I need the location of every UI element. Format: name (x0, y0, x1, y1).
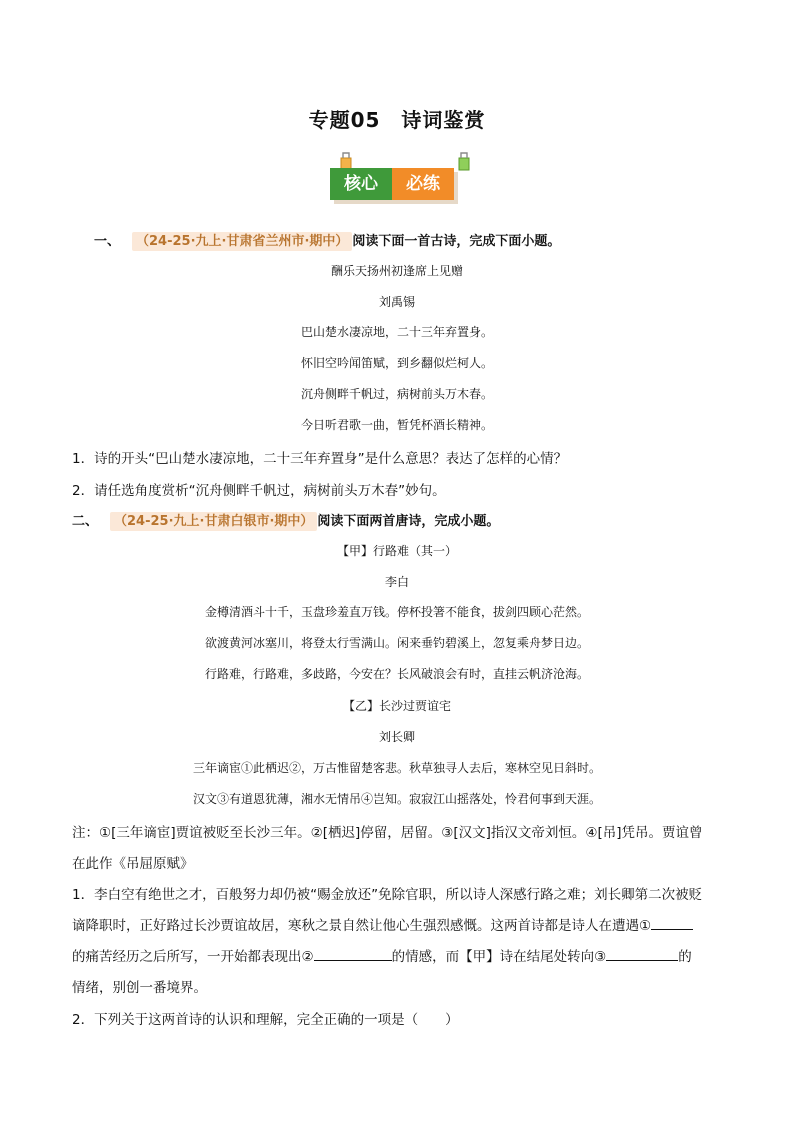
poem-author: 刘长卿 (378, 730, 415, 744)
poem-line: 三年谪宦①此栖迟②，万古惟留楚客悲。秋草独寻人去后，寒林空见日斜时。 (192, 761, 601, 775)
annotation-note: 在此作《吊屈原赋》 (72, 856, 194, 872)
sub-question: 2．请任选角度赏析“沉舟侧畔千帆过，病树前头万木春”妙句。 (72, 483, 446, 499)
question-1-header (94, 230, 560, 249)
sub-question-text: 的 (678, 949, 692, 965)
sub-question-text: 的情感，而【甲】诗在结尾处转向③ (391, 949, 607, 965)
sub-question: 1．诗的开头“巴山楚水凄凉地，二十三年弃置身”是什么意思？表达了怎样的心情？ (72, 451, 568, 467)
question-source-tag: （24-25·九上·甘肃白银市·期中） (110, 512, 317, 531)
poem-line: 欲渡黄河冰塞川，将登太行雪满山。闲来垂钓碧溪上，忽复乘舟梦日边。 (204, 636, 589, 650)
sub-question-text: 谪降职时，正好路过长沙贾谊故居，寒秋之景自然让他心生强烈感慨。这两首诗都是诗人在遭遇① (72, 918, 652, 934)
question-number: 二、 (72, 514, 99, 529)
sub-question-text: 的痛苦经历之后所写，一开始都表现出② (72, 949, 314, 965)
sub-question: 情绪，别创一番境界。 (72, 980, 207, 996)
poem-title: 【乙】长沙过贾谊宅 (342, 699, 451, 713)
poem-line: 怀旧空吟闻笛赋，到乡翻似烂柯人。 (300, 356, 493, 370)
poem-line: 巴山楚水凄凉地，二十三年弃置身。 (300, 325, 493, 339)
annotation-note: 注：①[三年谪宦]贾谊被贬至长沙三年。②[栖迟]停留，居留。③[汉文]指汉文帝刘恒。④[吊]凭吊。贾谊曾 (72, 825, 703, 841)
answer-blank[interactable] (314, 946, 392, 961)
sub-question: 1．李白空有绝世之才，百般努力却仍被“赐金放还”免除官职，所以诗人深感行路之难；刘长卿第二次被贬 (72, 887, 703, 903)
poem-line: 金樽清酒斗十千，玉盘珍羞直万钱。停杯投箸不能食，拔剑四顾心茫然。 (204, 605, 589, 619)
poem-line: 行路难，行路难，多歧路，今安在？长风破浪会有时，直挂云帆济沧海。 (204, 667, 589, 681)
poem-line: 汉文③有道恩犹薄，湘水无情吊④岂知。寂寂江山摇落处，怜君何事到天涯。 (192, 792, 601, 806)
sub-question-line (72, 945, 692, 965)
question-instruction: 阅读下面一首古诗，完成下面小题。 (352, 234, 561, 249)
answer-blank[interactable] (651, 915, 693, 930)
badge-core-label: 核心 (330, 168, 392, 200)
question-source-tag: （24-25·九上·甘肃省兰州市·期中） (132, 232, 352, 251)
sub-question: 2．下列关于这两首诗的认识和理解，完全正确的一项是（ ） (72, 1012, 459, 1028)
sub-question-line (72, 914, 693, 934)
badge-practice-label: 必练 (392, 168, 454, 200)
answer-blank[interactable] (606, 946, 678, 961)
clip-icon (456, 152, 472, 172)
core-practice-badge (330, 150, 454, 204)
poem-line: 今日听君歌一曲，暂凭杯酒长精神。 (300, 418, 493, 432)
question-2-header (72, 510, 499, 529)
question-instruction: 阅读下面两首唐诗，完成小题。 (317, 514, 500, 529)
page-title: 专题05 诗词鉴赏 (308, 108, 486, 132)
poem-author: 李白 (384, 575, 409, 589)
poem-title: 【甲】行路难（其一） (336, 544, 457, 558)
poem-line: 沉舟侧畔千帆过，病树前头万木春。 (300, 387, 493, 401)
poem-title: 酬乐天扬州初逢席上见赠 (330, 264, 463, 278)
question-number: 一、 (94, 234, 121, 249)
poem-author: 刘禹锡 (378, 295, 415, 309)
